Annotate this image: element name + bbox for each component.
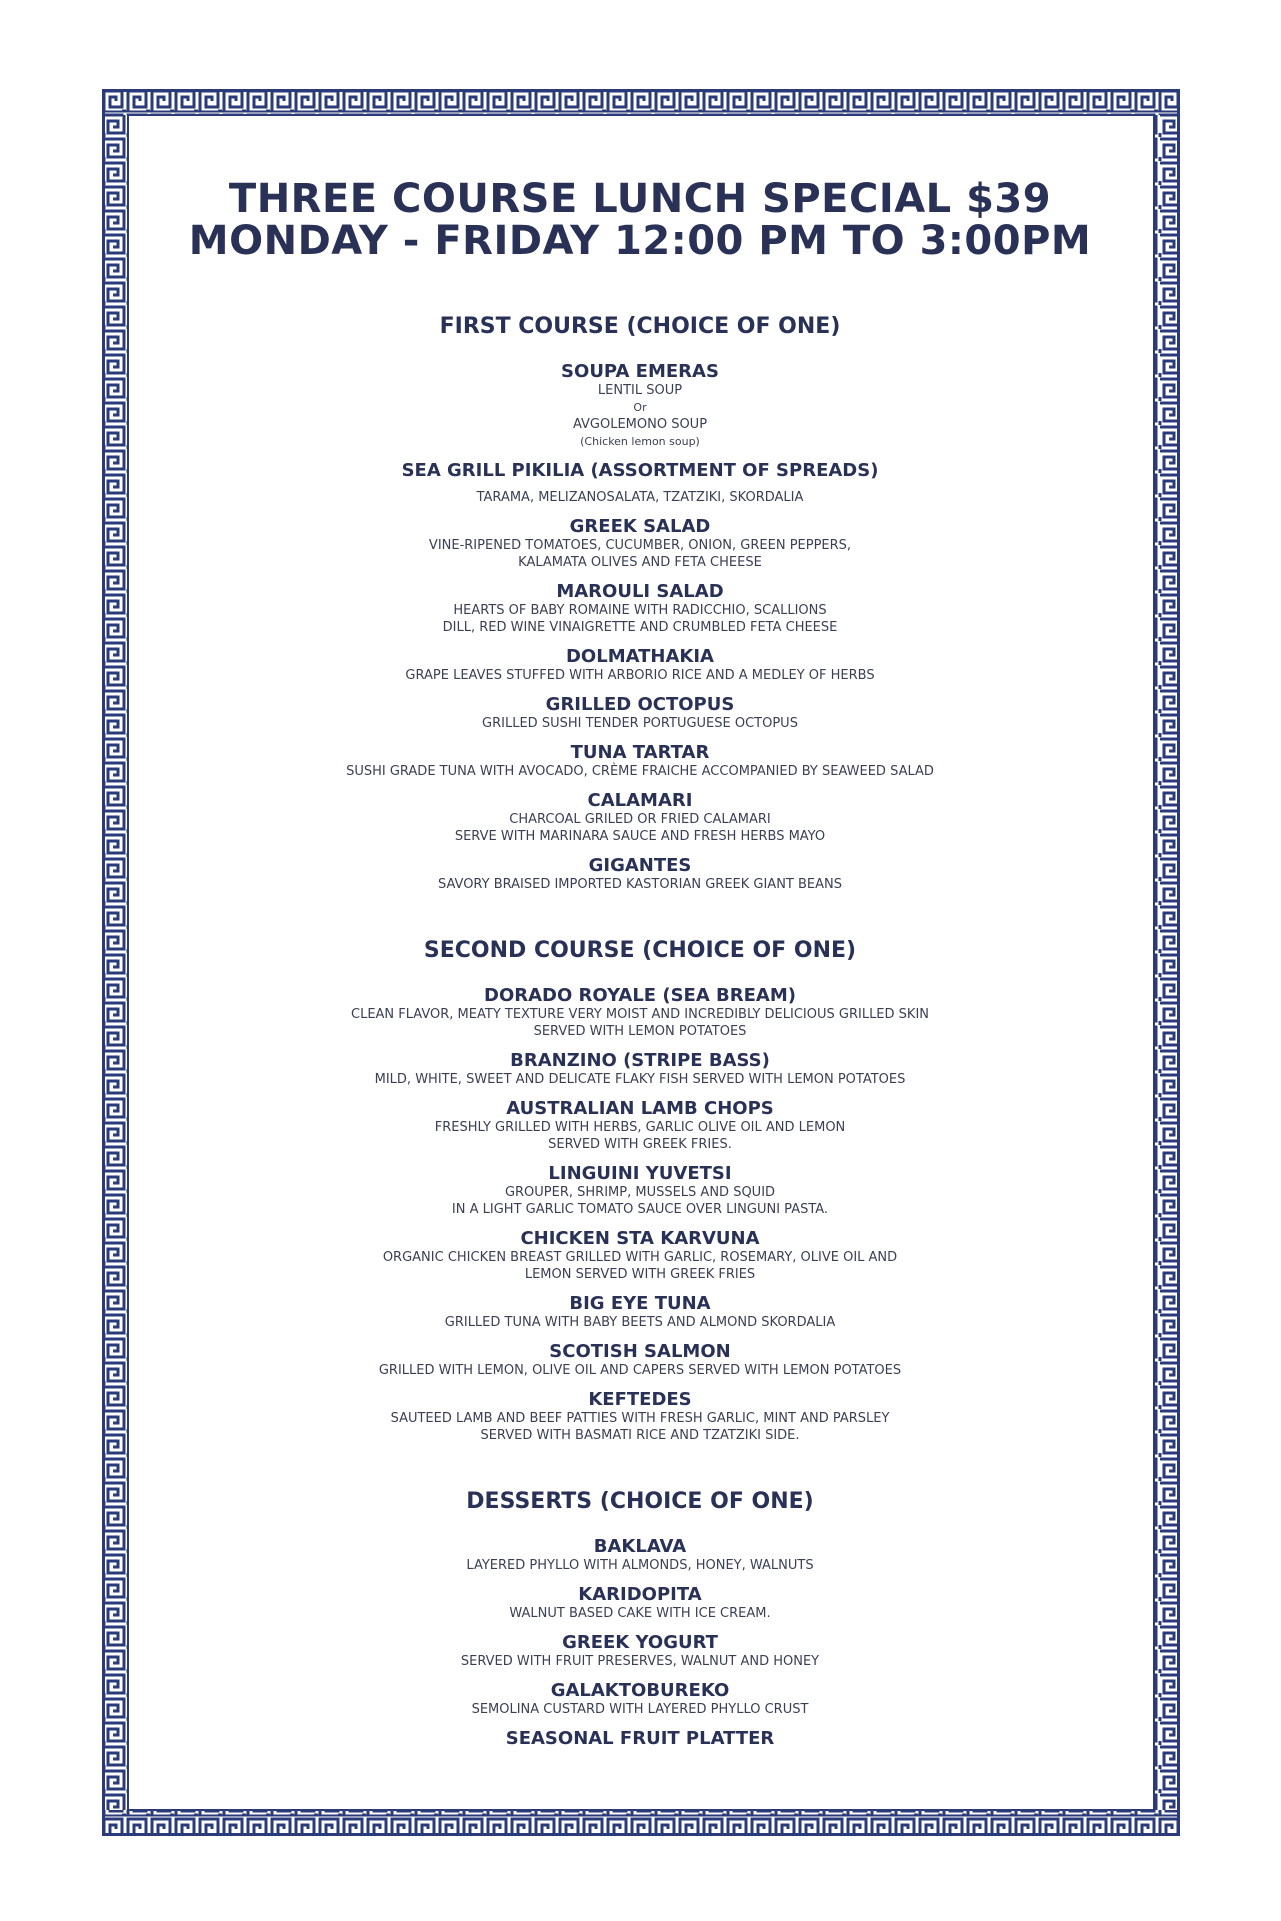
item-description: MILD, WHITE, SWEET AND DELICATE FLAKY FISH SERVED WITH LEMON POTATOES	[374, 1072, 906, 1087]
item-description: LEMON SERVED WITH GREEK FRIES	[524, 1267, 756, 1282]
item-name: SOUPA EMERAS	[561, 361, 719, 382]
menu-item-big-eye-tuna	[140, 1294, 1140, 1331]
item-description: LENTIL SOUP	[597, 383, 683, 398]
item-description: GRILLED SUSHI TENDER PORTUGUESE OCTOPUS	[482, 716, 798, 731]
item-description: CLEAN FLAVOR, MEATY TEXTURE VERY MOIST AND INCREDIBLY DELICIOUS GRILLED SKIN	[351, 1007, 929, 1022]
item-description: FRESHLY GRILLED WITH HERBS, GARLIC OLIVE OIL AND LEMON	[434, 1120, 846, 1135]
menu-item-gigantes	[140, 856, 1140, 893]
item-description: SAUTEED LAMB AND BEEF PATTIES WITH FRESH GARLIC, MINT AND PARSLEY	[390, 1411, 890, 1426]
menu-item-branzino	[140, 1051, 1140, 1088]
item-description: CHARCOAL GRILED OR FRIED CALAMARI	[509, 812, 771, 827]
item-description: SERVED WITH GREEK FRIES.	[548, 1137, 732, 1152]
item-name: SEA GRILL PIKILIA (ASSORTMENT OF SPREADS)	[401, 460, 879, 481]
item-description: ORGANIC CHICKEN BREAST GRILLED WITH GARLIC, ROSEMARY, OLIVE OIL AND	[382, 1250, 898, 1265]
menu-item-scotish-salmon	[140, 1342, 1140, 1379]
menu-item-seasonal-fruit-platter	[140, 1729, 1140, 1749]
second-course-heading: SECOND COURSE (CHOICE OF ONE)	[423, 938, 857, 963]
menu-item-marouli-salad	[140, 582, 1140, 636]
item-description: SERVED WITH FRUIT PRESERVES, WALNUT AND HONEY	[460, 1654, 820, 1669]
item-description: IN A LIGHT GARLIC TOMATO SAUCE OVER LINGUNI PASTA.	[451, 1202, 829, 1217]
item-description: KALAMATA OLIVES AND FETA CHEESE	[518, 555, 762, 570]
item-description: SERVE WITH MARINARA SAUCE AND FRESH HERBS MAYO	[454, 829, 826, 844]
desserts-heading: DESSERTS (CHOICE OF ONE)	[466, 1489, 814, 1514]
item-name: BAKLAVA	[593, 1536, 687, 1557]
menu-item-linguini-yuvetsi	[140, 1164, 1140, 1218]
menu-title-line1: THREE COURSE LUNCH SPECIAL $39	[228, 176, 1052, 222]
item-name: BRANZINO (STRIPE BASS)	[510, 1050, 770, 1071]
menu-item-calamari	[140, 791, 1140, 845]
menu-item-karidopita	[140, 1585, 1140, 1622]
item-name: GALAKTOBUREKO	[550, 1680, 730, 1701]
item-name: GREEK SALAD	[569, 516, 711, 537]
menu-item-lamb-chops	[140, 1099, 1140, 1153]
item-description: LAYERED PHYLLO WITH ALMONDS, HONEY, WALNUTS	[466, 1558, 814, 1573]
item-description: GRAPE LEAVES STUFFED WITH ARBORIO RICE AND A MEDLEY OF HERBS	[405, 668, 875, 683]
item-name: GREEK YOGURT	[562, 1632, 718, 1653]
item-name: LINGUINI YUVETSI	[548, 1163, 732, 1184]
menu-item-dorado-royale	[140, 986, 1140, 1040]
menu-item-tuna-tartar	[140, 743, 1140, 780]
item-description: AVGOLEMONO SOUP	[572, 417, 708, 432]
item-name: KARIDOPITA	[578, 1584, 702, 1605]
item-description: DILL, RED WINE VINAIGRETTE AND CRUMBLED FETA CHEESE	[442, 620, 838, 635]
item-name: MAROULI SALAD	[556, 581, 724, 602]
item-name: CALAMARI	[587, 790, 693, 811]
item-description: GRILLED TUNA WITH BABY BEETS AND ALMOND SKORDALIA	[444, 1315, 836, 1330]
menu-item-keftedes	[140, 1390, 1140, 1444]
item-description: SERVED WITH BASMATI RICE AND TZATZIKI SIDE.	[480, 1428, 800, 1443]
item-description: SERVED WITH LEMON POTATOES	[533, 1024, 747, 1039]
first-course-heading: FIRST COURSE (CHOICE OF ONE)	[439, 314, 841, 339]
item-description: SAVORY BRAISED IMPORTED KASTORIAN GREEK GIANT BEANS	[437, 877, 842, 892]
menu-item-galaktobureko	[140, 1681, 1140, 1718]
item-description: TARAMA, MELIZANOSALATA, TZATZIKI, SKORDALIA	[476, 490, 804, 505]
item-name: CHICKEN STA KARVUNA	[520, 1228, 760, 1249]
item-name: GRILLED OCTOPUS	[545, 694, 735, 715]
item-name: SEASONAL FRUIT PLATTER	[505, 1728, 775, 1749]
item-description: GROUPER, SHRIMP, MUSSELS AND SQUID	[504, 1185, 776, 1200]
menu-item-grilled-octopus	[140, 695, 1140, 732]
menu-item-soupa-emeras	[140, 362, 1140, 450]
item-description: WALNUT BASED CAKE WITH ICE CREAM.	[509, 1606, 771, 1621]
menu-item-baklava	[140, 1537, 1140, 1574]
menu-item-chicken-sta-karvuna	[140, 1229, 1140, 1283]
menu-content	[140, 178, 1140, 1760]
item-description: HEARTS OF BABY ROMAINE WITH RADICCHIO, SCALLIONS	[453, 603, 827, 618]
menu-item-dolmathakia	[140, 647, 1140, 684]
item-description: SUSHI GRADE TUNA WITH AVOCADO, CRÈME FRAICHE ACCOMPANIED BY SEAWEED SALAD	[346, 764, 934, 779]
item-name: TUNA TARTAR	[570, 742, 710, 763]
item-name: BIG EYE TUNA	[569, 1293, 711, 1314]
menu-item-greek-yogurt	[140, 1633, 1140, 1670]
item-description: VINE-RIPENED TOMATOES, CUCUMBER, ONION, GREEN PEPPERS,	[428, 538, 852, 553]
menu-item-greek-salad	[140, 517, 1140, 571]
menu-item-pikilia	[140, 461, 1140, 506]
item-name: DOLMATHAKIA	[565, 646, 714, 667]
item-name: DORADO ROYALE (SEA BREAM)	[484, 985, 796, 1006]
item-name: GIGANTES	[588, 855, 692, 876]
item-name: SCOTISH SALMON	[549, 1341, 731, 1362]
item-description: SEMOLINA CUSTARD WITH LAYERED PHYLLO CRUST	[471, 1702, 809, 1717]
item-or: Or	[633, 401, 647, 414]
item-description: GRILLED WITH LEMON, OLIVE OIL AND CAPERS SERVED WITH LEMON POTATOES	[378, 1363, 902, 1378]
item-name: KEFTEDES	[588, 1389, 692, 1410]
item-note: (Chicken lemon soup)	[580, 435, 700, 448]
item-name: AUSTRALIAN LAMB CHOPS	[506, 1098, 774, 1119]
menu-title-line2: MONDAY - FRIDAY 12:00 PM TO 3:00PM	[188, 218, 1092, 264]
